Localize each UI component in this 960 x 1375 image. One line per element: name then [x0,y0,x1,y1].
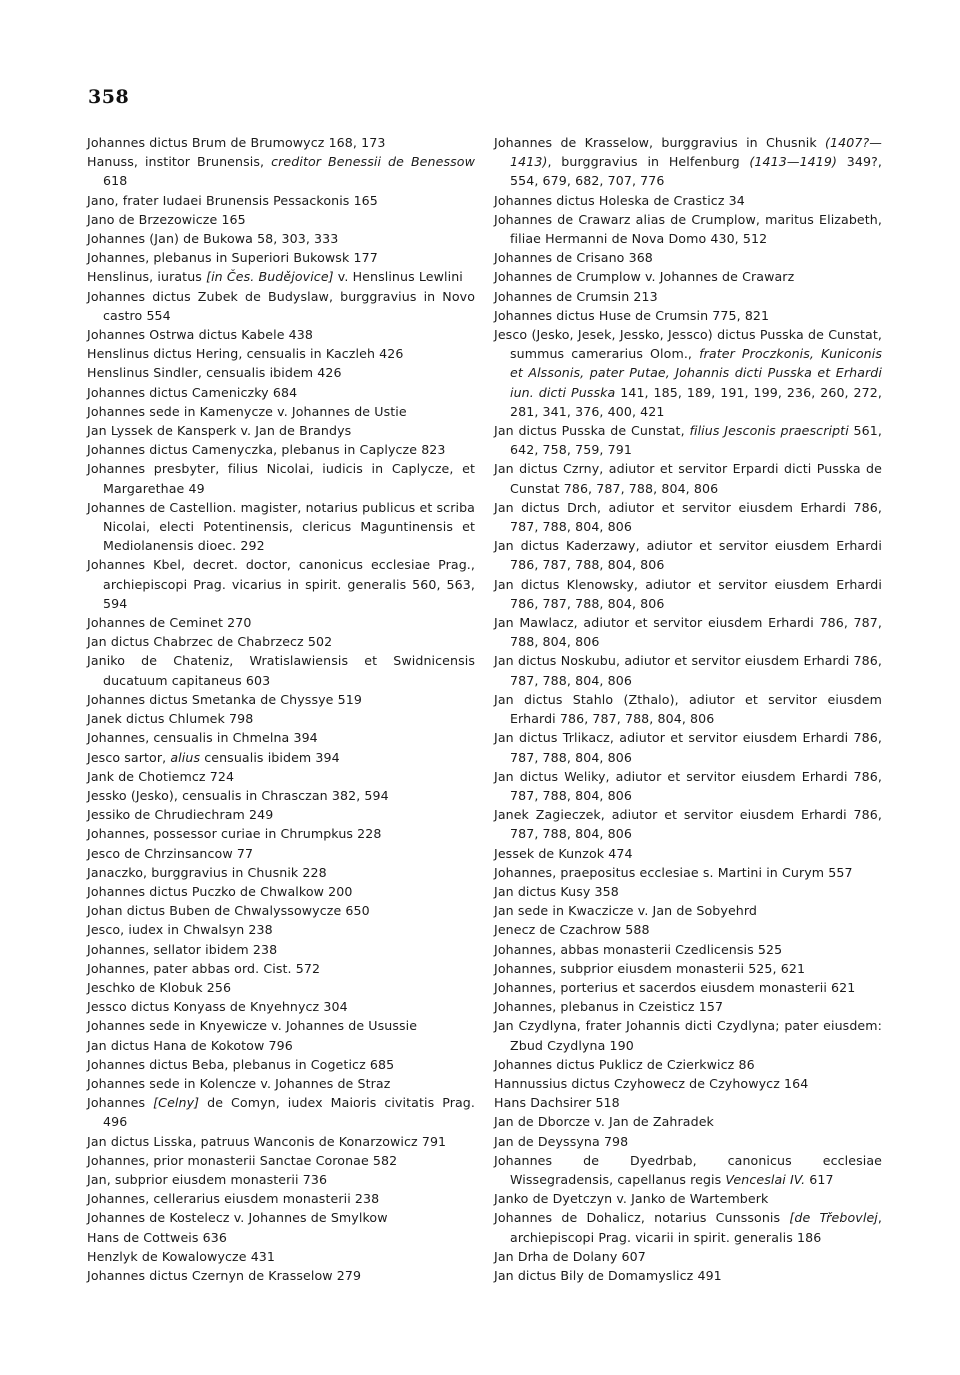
index-entry: Johannes Kbel, decret. doctor, canonicus ecclesiae Prag., archiepiscopi Prag. vicarius in spirit. generalis 560, 563, 594 [87,557,475,611]
index-entry: Johannes, praepositus ecclesiae s. Martini in Curym 557 [494,864,853,880]
index-entry: Jan dictus Lisska, patruus Wanconis de Konarzowicz 791 [87,1133,447,1149]
index-entry: Hans de Cottweis 636 [87,1229,228,1245]
index-entry: Johannes, sellator ibidem 238 [87,941,278,957]
index-entry: Jeschko de Klobuk 256 [87,979,232,995]
index-entry: Jan de Dborcze v. Jan de Zahradek [494,1114,714,1130]
index-entry: Johannes de Dyedrbab, canonicus ecclesiae Wissegradensis, capellanus regis Venceslai IV. 617 [494,1152,882,1187]
index-entry: Jan dictus Stahlo (Zthalo), adiutor et servitor eiusdem Erhardi 786, 787, 788, 804, 806 [494,691,882,727]
index-entry: Jan dictus Czrny, adiutor et servitor Erpardi dicti Pusska de Cunstat 786, 787, 788, 804, 806 [494,461,882,496]
index-entry: Jan Czydlyna, frater Johannis dicti Czydlyna; pater eiusdem: Zbud Czydlyna 190 [494,1018,882,1053]
index-entry: Johannes dictus Cameniczky 684 [87,384,298,400]
index-entry: Janiko de Chateniz, Wratislawiensis et Swidnicensis ducatuum capitaneus 603 [87,653,475,688]
index-entry: Johannes de Crisano 368 [494,250,653,266]
index-entry: Johannes dictus Puklicz de Czierkwicz 86 [494,1056,755,1072]
index-entry: Jan dictus Drch, adiutor et servitor eiusdem Erhardi 786, 787, 788, 804, 806 [494,499,882,535]
index-entry: Henslinus dictus Hering, censualis in Kaczleh 426 [87,346,404,362]
index-entry: Janaczko, burggravius in Chusnik 228 [87,864,327,880]
index-entry: Jan dictus Pusska de Cunstat, filius Jesconis praescripti 561, 642, 758, 759, 791 [494,423,882,458]
index-entry: Jenecz de Czachrow 588 [494,922,650,938]
index-entry: Johannes, possessor curiae in Chrumpkus 228 [87,826,382,842]
index-entry: Johannes de Krasselow, burggravius in Chusnik (1407?—1413), burggravius in Helfenburg (1413—1419) 349?, 554, 679, 682, 707, 776 [494,135,882,189]
index-entry: Hannussius dictus Czyhowecz de Czyhowycz 164 [494,1075,809,1091]
index-entry: Johannes sede in Knyewicze v. Johannes de Usussie [87,1018,418,1034]
index-entry: Jessco dictus Konyass de Knyehnycz 304 [87,999,348,1015]
index-entry: Jessek de Kunzok 474 [494,845,633,861]
index-entry: Johannes, censualis in Chmelna 394 [87,730,318,746]
index-entry: Johannes Ostrwa dictus Kabele 438 [87,327,313,343]
index-entry: Jan de Deyssyna 798 [494,1133,629,1149]
index-entry: Johannes, subprior eiusdem monasterii 525, 621 [494,960,806,976]
index-entry: Johannes dictus Holeska de Crasticz 34 [494,192,745,208]
index-entry: Johannes, cellerarius eiusdem monasterii 238 [87,1191,380,1207]
index-entry: Hans Dachsirer 518 [494,1095,620,1111]
index-entry: Johannes dictus Smetanka de Chyssye 519 [87,691,362,707]
index-entry: Johannes dictus Brum de Brumowycz 168, 173 [87,135,386,150]
index-entry: Jan Drha de Dolany 607 [494,1248,646,1264]
index-entry: Johannes de Crumsin 213 [494,288,658,304]
index-column-left [87,133,475,1285]
index-entry: Jan dictus Hana de Kokotow 796 [87,1037,293,1053]
index-entry: Hanuss, institor Brunensis, creditor Benessii de Benessow 618 [87,154,475,189]
index-entry: Henzlyk de Kowalowycze 431 [87,1248,276,1264]
index-entry: Johannes dictus Huse de Crumsin 775, 821 [494,307,770,323]
index-entry: Jan Lyssek de Kansperk v. Jan de Brandys [87,423,352,439]
index-entry: Johannes de Castellion. magister, notarius publicus et scriba Nicolai, electi Potentinensis, clericus Maguntinensis et Mediolanensis dioec. 292 [87,499,475,554]
index-entry: Johannes de Ceminet 270 [87,615,252,631]
index-entry: Jan dictus Bily de Domamyslicz 491 [494,1267,722,1283]
index-entry: Johannes, plebanus in Czeisticz 157 [494,999,724,1015]
index-entry: Jesco (Jesko, Jesek, Jessko, Jessco) dictus Pusska de Cunstat, summus camerarius Olom., frater Proczkonis, Kuniconis et Alssonis, pater Putae, Johannis dicti Pusska et Erhardi iun. dicti Pusska 141, 185, 189, 191, 199, 236, 260, 272, 281, 341, 376, 400, 421 [494,327,883,419]
index-entry: Johannes dictus Beba, plebanus in Cogeticz 685 [87,1056,395,1072]
index-entry: Janek dictus Chlumek 798 [87,711,254,727]
index-entry: Johannes de Crawarz alias de Crumplow, maritus Elizabeth, filiae Hermanni de Nova Domo 430, 512 [494,211,882,247]
index-entry: Johannes presbyter, filius Nicolai, iudicis in Caplycze, et Margarethae 49 [87,461,475,496]
index-entry: Jan dictus Klenowsky, adiutor et servitor eiusdem Erhardi 786, 787, 788, 804, 806 [494,576,882,611]
index-entry: Jan dictus Chabrzec de Chabrzecz 502 [87,634,333,650]
index-entry: Johannes de Crumplow v. Johannes de Crawarz [494,269,795,285]
index-entry: Johannes (Jan) de Bukowa 58, 303, 333 [87,231,339,247]
index-entry: Johannes, porterius et sacerdos eiusdem monasterii 621 [494,979,856,995]
index-entry: Jano, frater Iudaei Brunensis Pessackonis 165 [87,192,378,208]
index-entry: Johannes sede in Kolencze v. Johannes de Straz [87,1075,391,1091]
index-entry: Janek Zagieczek, adiutor et servitor eiusdem Erhardi 786, 787, 788, 804, 806 [494,807,882,842]
index-entry: Jessko (Jesko), censualis in Chrasczan 382, 594 [87,787,389,803]
index-entry: Henslinus Sindler, censualis ibidem 426 [87,365,342,381]
index-entry: Johannes dictus Puczko de Chwalkow 200 [87,883,353,899]
index-entry: Johannes, abbas monasterii Czedlicensis 525 [494,941,783,957]
index-column-right [494,133,882,1285]
index-entry: Jesco, iudex in Chwalsyn 238 [87,922,273,938]
index-entry: Jan sede in Kwaczicze v. Jan de Sobyehrd [494,903,758,919]
page-number: 358 [88,86,130,108]
index-entry: Johannes, prior monasterii Sanctae Coronae 582 [87,1152,398,1168]
index-entry: Jano de Brzezowicze 165 [87,211,246,227]
index-entry: Jan dictus Weliky, adiutor et servitor eiusdem Erhardi 786, 787, 788, 804, 806 [494,768,882,803]
index-entry: Johannes [Celny] de Comyn, iudex Maioris civitatis Prag. 496 [87,1095,475,1130]
index-entry: Jan dictus Kaderzawy, adiutor et servitor eiusdem Erhardi 786, 787, 788, 804, 806 [494,538,882,573]
index-entry: Jank de Chotiemcz 724 [87,768,235,784]
index-entry: Jan dictus Kusy 358 [494,883,619,899]
index-entry: Jessiko de Chrudiechram 249 [87,807,274,823]
index-entry: Johan dictus Buben de Chwalyssowycze 650 [87,903,370,919]
index-entry: Jesco de Chrzinsancow 77 [87,845,254,861]
index-entry: Henslinus, iuratus [in Čes. Budějovice] v. Henslinus Lewlini [87,269,463,285]
index-entry: Johannes dictus Camenyczka, plebanus in Caplycze 823 [87,442,446,458]
index-entry: Jan dictus Trlikacz, adiutor et servitor eiusdem Erhardi 786, 787, 788, 804, 806 [494,730,882,765]
index-entry: Janko de Dyetczyn v. Janko de Wartemberk [494,1191,769,1207]
index-entry: Johannes dictus Czernyn de Krasselow 279 [87,1267,362,1283]
index-entry: Johannes, plebanus in Superiori Bukowsk 177 [87,250,378,266]
index-entry: Johannes sede in Kamenycze v. Johannes de Ustie [87,403,407,419]
index-entry: Jesco sartor, alius censualis ibidem 394 [87,749,340,765]
index-entry: Johannes de Kostelecz v. Johannes de Smylkow [87,1210,388,1226]
index-entry: Johannes, pater abbas ord. Cist. 572 [87,960,321,976]
index-entry: Jan, subprior eiusdem monasterii 736 [87,1171,328,1187]
index-entry: Johannes dictus Zubek de Budyslaw, burggravius in Novo castro 554 [87,288,475,323]
index-entry: Johannes de Dohalicz, notarius Cunssonis [de Třebovlej, archiepiscopi Prag. vicarii in spirit. generalis 186 [494,1210,883,1245]
index-entry: Jan dictus Noskubu, adiutor et servitor eiusdem Erhardi 786, 787, 788, 804, 806 [494,653,882,688]
index-entry: Jan Mawlacz, adiutor et servitor eiusdem Erhardi 786, 787, 788, 804, 806 [494,615,882,650]
